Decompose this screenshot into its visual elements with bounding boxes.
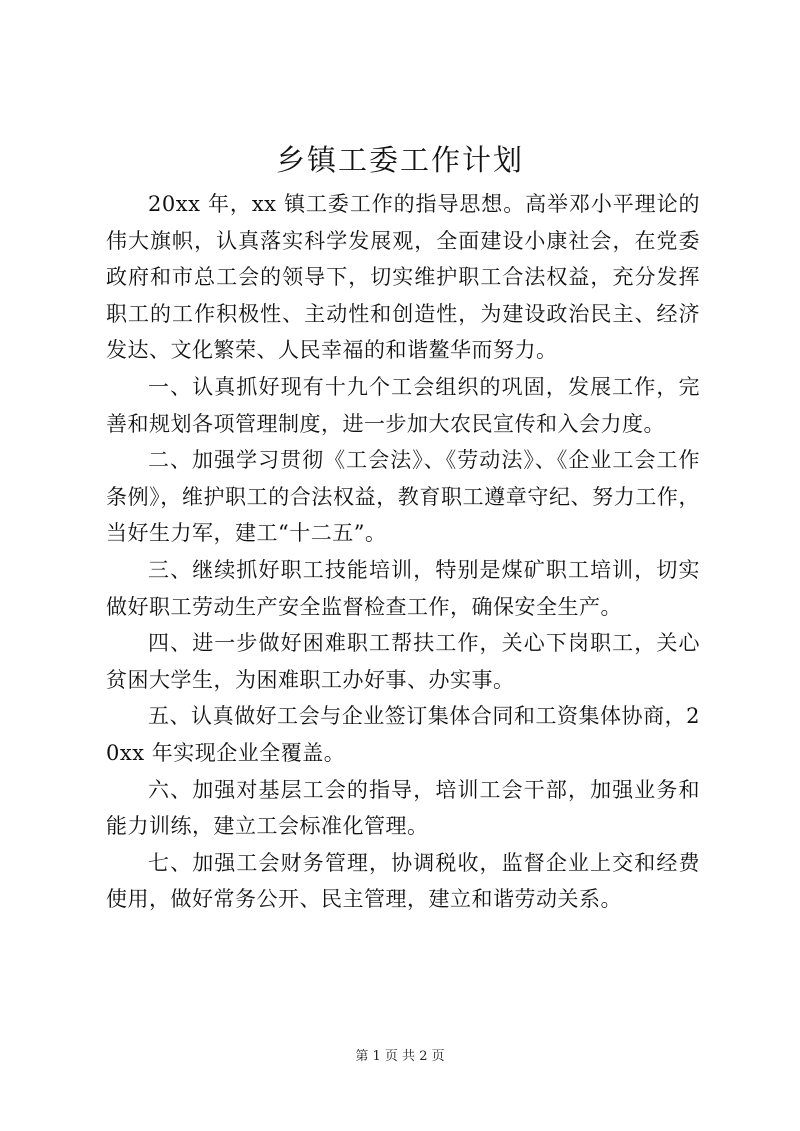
paragraph-item-4: 四、进一步做好困难职工帮扶工作，关心下岗职工，关心贫困大学生，为困难职工办好事、办实事。	[106, 631, 700, 692]
document-body	[106, 186, 700, 918]
paragraph-item-1: 一、认真抓好现有十九个工会组织的巩固，发展工作，完善和规划各项管理制度，进一步加大农民宣传和入会力度。	[106, 374, 700, 436]
page-number-footer: 第 1 页 共 2 页	[355, 1049, 445, 1064]
paragraph-intro: 20xx 年，xx 镇工委工作的指导思想。高举邓小平理论的伟大旗帜，认真落实科学发展观，全面建设小康社会，在党委政府和市总工会的领导下，切实维护职工合法权益，充分发挥职工的工作积极性、主动性和创造性，为建设政治民主、经济发达、文化繁荣、人民幸福的和谐鳌华而努力。	[106, 192, 700, 363]
paragraph-item-6: 六、加强对基层工会的指导，培训工会干部，加强业务和能力训练，建立工会标准化管理。	[106, 777, 700, 839]
paragraph-item-7: 七、加强工会财务管理，协调税收，监督企业上交和经费使用，做好常务公开、民主管理，建立和谐劳动关系。	[106, 850, 700, 912]
document-title: 乡镇工委工作计划	[275, 143, 524, 177]
paragraph-item-2: 二、加强学习贯彻《工会法》、《劳动法》、《企业工会工作条例》，维护职工的合法权益，教育职工遵章守纪、努力工作，当好生力军，建工“十二五”。	[106, 448, 700, 546]
paragraph-item-3: 三、继续抓好职工技能培训，特别是煤矿职工培训，切实做好职工劳动生产安全监督检查工作，确保安全生产。	[106, 557, 700, 619]
paragraph-item-5: 五、认真做好工会与企业签订集体合同和工资集体协商，20xx 年实现企业全覆盖。	[106, 704, 700, 765]
